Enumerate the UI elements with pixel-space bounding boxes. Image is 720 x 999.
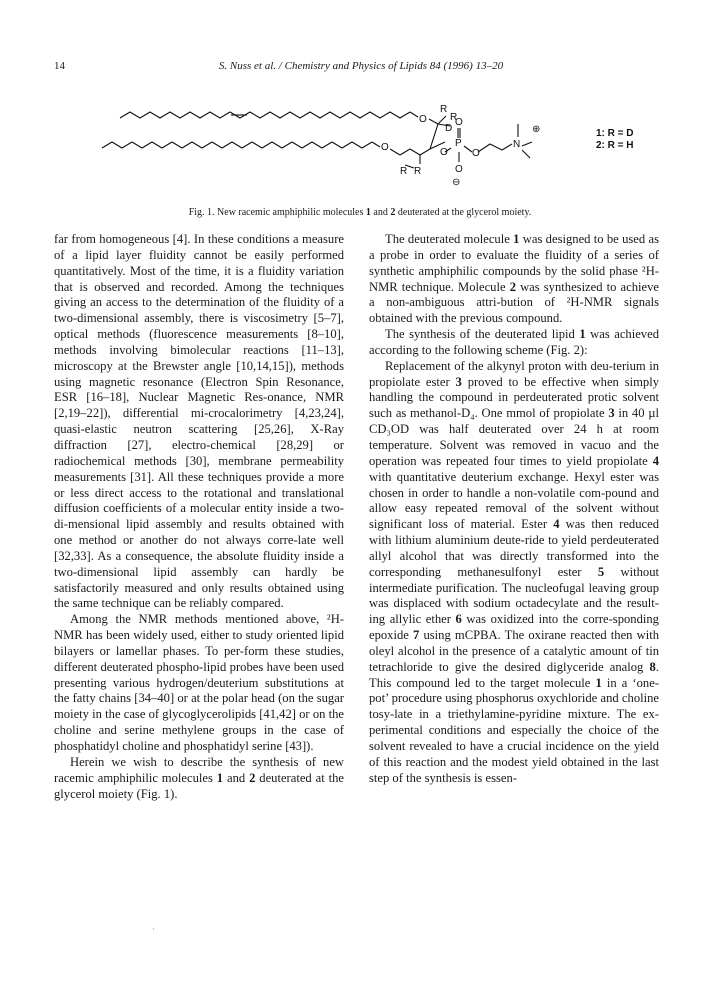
atom-label-O-ester: O xyxy=(472,148,480,159)
atom-label-O-lower: O xyxy=(381,142,389,153)
compound-ref: 1 xyxy=(365,207,371,218)
figure-caption xyxy=(60,207,660,218)
compound-ref: 1 xyxy=(579,327,586,342)
atom-label-O-minus: O xyxy=(455,164,463,175)
paragraph: far from homogeneous [4]. In these conditions a measure of a lipid layer fluidity cannot be easily performed quantitatively. Most of the time, it is a fluidity variation that is observed and recorded. Among the techniques giving an access to the determination of the fluidity of a two-dimensional assembly, there is viscosimetry [5–7], optical methods (fluorescence measurements [8–10], methods involving bimolecular reactions [11–13], microscopy at the Brewster angle [10,14,15]), methods using magnetic resonance (Electron Spin Resonance, ESR [16–18], Nuclear Magnetic Res-onance, NMR [2,19–22]), differential mi-crocalorimetry [4,23,24], quasi-elastic neutron scattering [25,26], X-Ray diffraction [27], electro-chemical [28,29] or radiochemical methods [30], membrane permeability measurements [31]. All these techniques provide a more or less direct access to the rotational and translational diffusion coefficients of a molecular entity inside a two-di-mensional lipid assembly and results obtained with one method or another do not always corre-late well [32,33]. As a consequence, the absolute fluidity inside a two-dimensional lipid assembly can hardly be satisfactorily measured and only results obtained using the same technique can be reliably compared. xyxy=(54,232,344,611)
left-column xyxy=(54,232,344,802)
paragraph: The synthesis of the deuterated lipid 1 was achieved according to the following scheme (Fig. 2): xyxy=(369,327,659,357)
compound-ref: 2 xyxy=(509,279,516,294)
atom-label-N: N xyxy=(513,139,521,150)
compound-ref: 8 xyxy=(649,659,656,674)
footer-mark: · xyxy=(152,924,155,934)
figure-1-structure xyxy=(100,92,660,204)
compound-ref: 7 xyxy=(413,628,420,643)
positive-charge-icon: ⊕ xyxy=(532,124,541,135)
oleyl-chain xyxy=(120,112,410,118)
compound-ref: 3 xyxy=(455,374,462,389)
atom-label-R-low2: R xyxy=(414,166,422,177)
compound-ref: 5 xyxy=(597,564,605,579)
atom-label-O-link: O xyxy=(440,147,448,158)
atom-label-R-top: R xyxy=(440,104,448,115)
legend-compound-2: 2: R = H xyxy=(596,140,634,151)
compound-ref: 1 xyxy=(595,675,602,690)
upper-ether-link xyxy=(410,112,418,117)
right-column xyxy=(369,232,659,787)
caption-text: and xyxy=(370,207,391,218)
compound-ref: 6 xyxy=(455,612,462,627)
page-header xyxy=(54,60,668,78)
page-number: 14 xyxy=(54,60,65,72)
compound-ref: 2 xyxy=(390,207,396,218)
paragraph: The deuterated molecule 1 was designed to be used as a probe in order to evaluate the fluidity of a series of synthetic amphiphilic compounds by the solid phase ²H-NMR technique. Molecule 2 was synthesized to achieve a non-ambiguous attri-bution of ²H-NMR signals obtained with the previous compound. xyxy=(369,232,659,326)
molecular-structure-diagram xyxy=(100,92,660,204)
octadecyl-chain xyxy=(102,142,372,148)
paragraph: Replacement of the alkynyl proton with deu-terium in propiolate ester 3 proved to be effective when simply handling the compound in perdeuterated protic solvent such as methanol-D₄. One mmol of propiolate 3 in 40 µl CD₃OD was half deuterated over 24 h at room temperature. Solvent was removed in vacuo and the operation was repeated four times to yield propiolate 4 with quantitative deuterium exchange. Hexyl ester was chosen in order to handle a non-volatile com-pound and allow easy repeated removal of the solvent without significant loss of material. Ester 4 was then reduced with lithium aluminium deute-ride to yield perdeuterated allyl alcohol that was directly transformed into the corresponding methanesulfonyl ester 5 without intermediate purification. The nucleofugal leaving group was displaced with sodium octadecylate and the result-ing allylic ether 6 was oxidized into the corre-sponding epoxide 7 using mCPBA. The oxirane reacted then with oleyl alcohol in the presence of a catalytic amount of tin tetrachloride to give the desired diglyceride analog 8. This compound led to the target molecule 1 in a ‘one-pot’ procedure using phosphorus oxychloride and choline tosy-late in a triethylamine-pyridine mixture. The ex-perimental conditions and especially the choice of the solvent revealed to have a crucial incidence on the yield of this reaction and the modest yield obtained in the last step of the synthesis is essen- xyxy=(369,358,660,785)
paragraph: Herein we wish to describe the synthesis of new racemic amphiphilic molecules 1 and 2 deuterated at the glycerol moiety (Fig. 1). xyxy=(54,754,344,801)
glycerol-backbone xyxy=(400,124,438,155)
caption-text: Fig. 1. New racemic amphiphilic molecules xyxy=(188,207,366,218)
paragraph: Among the NMR methods mentioned above, ²H-NMR has been widely used, either to study oriented lipid bilayers or lamellar phases. To per-form these studies, different deuterated phospho-lipid probes have been used presenting various hydrogen/deuterium substitutions at the fatty chains [34–40] or at the polar head (on the sugar moiety in the case of glycoglycerolipids [41,42] or on the choline and serine methylene groups in the case of phosphatidyl choline and phosphatidyl serine [43]). xyxy=(54,612,344,753)
compound-ref: 4 xyxy=(553,517,560,532)
atom-labels xyxy=(381,104,540,188)
compound-ref: 1 xyxy=(513,232,520,246)
atom-label-R-low1: R xyxy=(400,166,408,177)
atom-label-D: D xyxy=(445,123,453,134)
atom-label-O-double: O xyxy=(455,117,463,128)
negative-charge-icon: ⊖ xyxy=(452,177,461,188)
running-head: S. Nuss et al. / Chemistry and Physics of Lipids 84 (1996) 13–20 xyxy=(218,60,504,72)
caption-text: deuterated at the glycerol moiety. xyxy=(395,207,532,218)
atom-label-P: P xyxy=(455,138,462,149)
compound-ref: 1 xyxy=(216,770,224,785)
compound-ref: 4 xyxy=(652,453,659,468)
legend-compound-1: 1: R = D xyxy=(596,128,634,139)
atom-label-O-upper: O xyxy=(419,114,427,125)
atom-label-R-upper: R xyxy=(450,112,458,123)
choline-chain xyxy=(478,144,512,152)
compound-legend xyxy=(596,128,634,151)
compound-ref: 3 xyxy=(608,406,615,421)
compound-ref: 2 xyxy=(249,770,256,785)
